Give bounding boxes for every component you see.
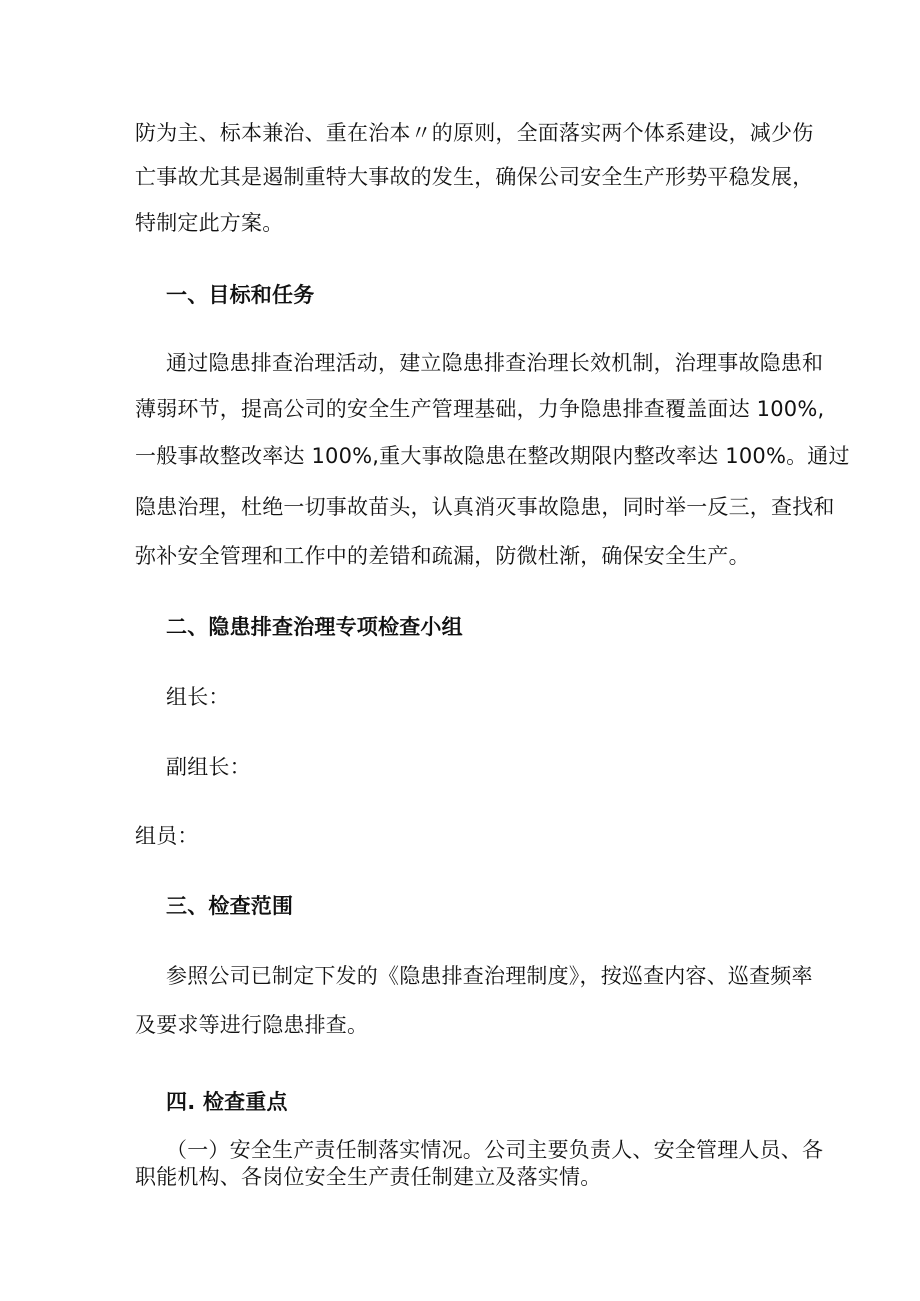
team-leader-label: 组长： — [166, 685, 230, 709]
section-4-heading: 四. 检查重点 — [166, 1090, 288, 1114]
section-3-line-2: 及要求等进行隐患排查。 — [135, 1013, 369, 1037]
intro-line-3: 特制定此方案。 — [135, 211, 284, 235]
section-3-line-1: 参照公司已制定下发的《隐患排查治理制度》，按巡查内容、巡查频率 — [166, 964, 813, 988]
section-4-line-2: 职能机构、各岗位安全生产责任制建立及落实情。 — [135, 1165, 602, 1189]
team-deputy-label: 副组长： — [166, 755, 251, 779]
section-1-heading: 一、目标和任务 — [166, 283, 315, 307]
section-1-line-5: 弥补安全管理和工作中的差错和疏漏，防微杜渐，确保安全生产。 — [135, 544, 750, 568]
intro-line-2: 亡事故尤其是遏制重特大事故的发生，确保公司安全生产形势平稳发展， — [135, 165, 814, 189]
section-1-line-4: 隐患治理，杜绝一切事故苗头，认真消灭事故隐患，同时举一反三，查找和 — [135, 495, 835, 519]
section-1-line-3: 一般事故整改率达 100%,重大事故隐患在整改期限内整改率达 100%。通过 — [135, 444, 850, 468]
section-1-line-2: 薄弱环节，提高公司的安全生产管理基础，力争隐患排查覆盖面达 100%, — [135, 397, 825, 421]
section-2-heading: 二、隐患排查治理专项检查小组 — [166, 615, 463, 639]
section-4-line-1: （一）安全生产责任制落实情况。公司主要负责人、安全管理人员、各 — [166, 1138, 824, 1162]
team-members-label: 组员： — [135, 824, 199, 848]
section-3-heading: 三、检查范围 — [166, 894, 294, 918]
section-1-line-1: 通过隐患排查治理活动，建立隐患排查治理长效机制，治理事故隐患和 — [166, 351, 824, 375]
intro-line-1: 防为主、标本兼治、重在治本〃的原则，全面落实两个体系建设，减少伤 — [135, 121, 814, 145]
